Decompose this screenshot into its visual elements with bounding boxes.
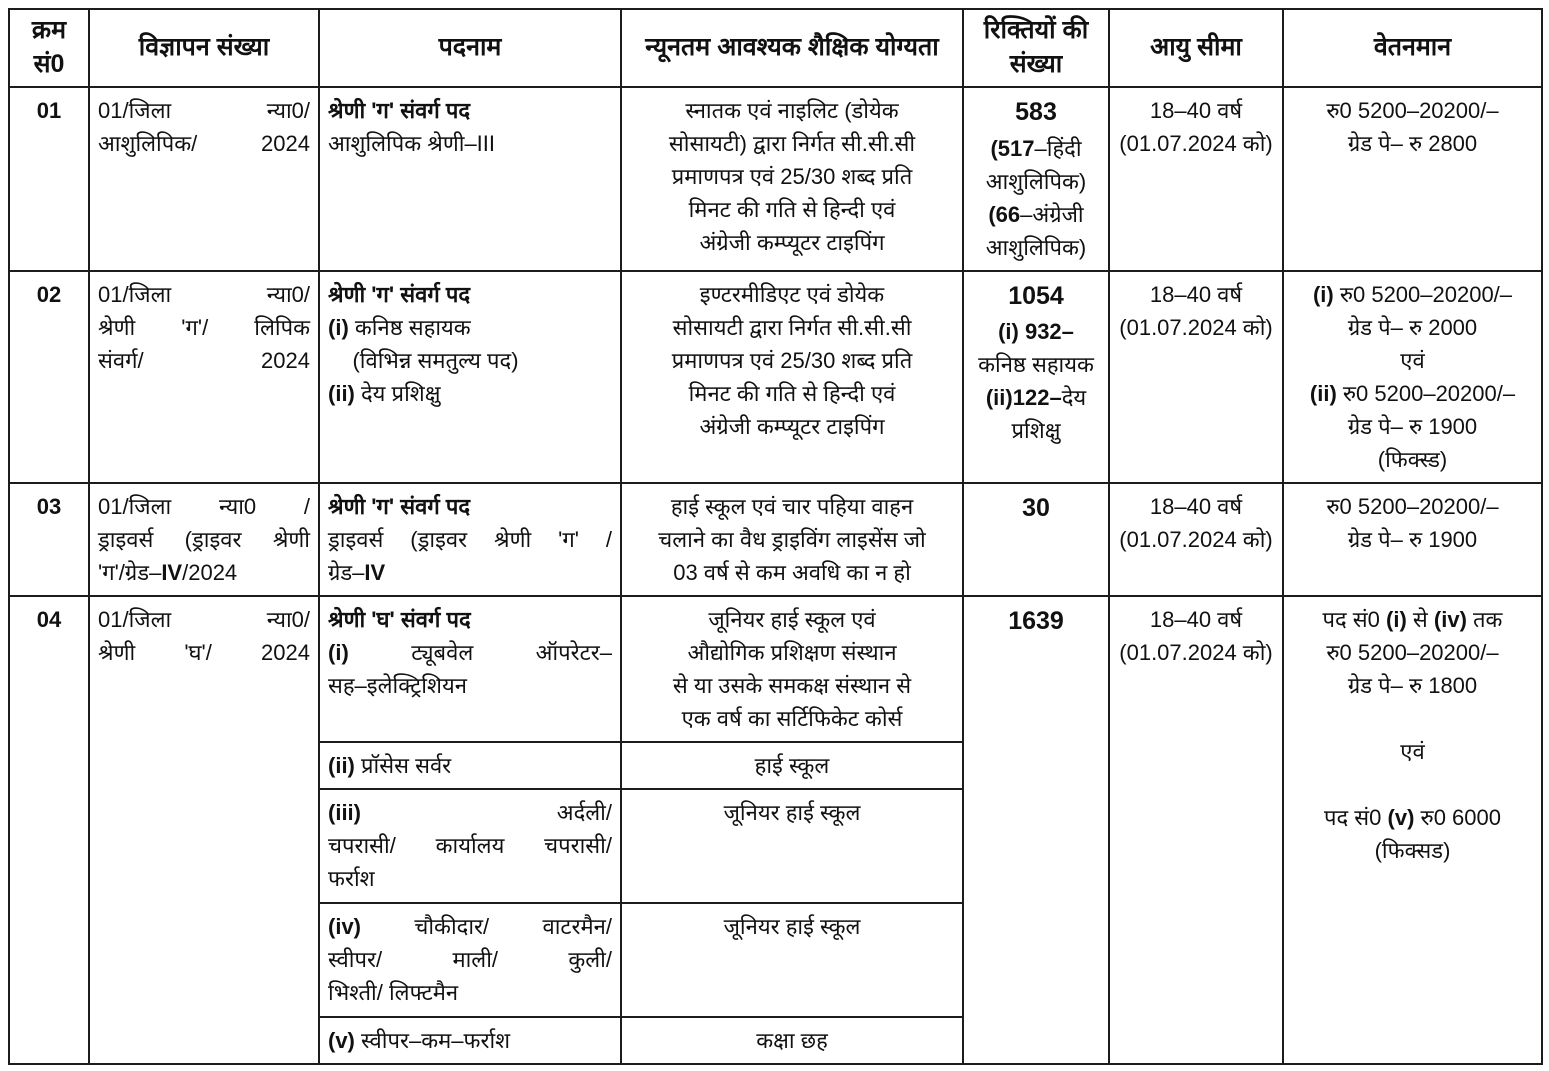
header-vacancies: रिक्तियों की संख्या	[963, 9, 1109, 87]
cell-post-4-ii: (ii) प्रॉसेस सर्वर	[319, 742, 621, 789]
header-row	[9, 9, 1542, 87]
table-row-4-sub-i	[9, 596, 1542, 742]
cell-advert-1: 01/जिला न्या0/ आशुलिपिक/ 2024	[89, 87, 319, 271]
recruitment-table	[8, 8, 1543, 1065]
cell-serial-2: 02	[9, 271, 89, 483]
cell-vacancies-1: 583 (517–हिंदी आशुलिपिक) (66–अंग्रेजी आशुलिपिक)	[963, 87, 1109, 271]
cell-post-4-iii: (iii) अर्दली/ चपरासी/ कार्यालय चपरासी/ फर्राश	[319, 789, 621, 903]
cell-qualification-4-i: जूनियर हाई स्कूल एवं औद्योगिक प्रशिक्षण संस्थान से या उसके समकक्ष संस्थान से एक वर्ष का सर्टिफिकेट कोर्स	[621, 596, 963, 742]
cell-age-2: 18–40 वर्ष (01.07.2024 को)	[1109, 271, 1283, 483]
cell-qualification-4-v: कक्षा छह	[621, 1017, 963, 1064]
cell-advert-4: 01/जिला न्या0/ श्रेणी 'घ'/ 2024	[89, 596, 319, 1064]
cell-serial-3: 03	[9, 483, 89, 596]
cell-qualification-1: स्नातक एवं नाइलिट (डोयेक सोसायटी) द्वारा निर्गत सी.सी.सी प्रमाणपत्र एवं 25/30 शब्द प्रति मिनट की गति से हिन्दी एवं अंग्रेजी कम्प्यूटर टाइपिंग	[621, 87, 963, 271]
header-post-name: पदनाम	[319, 9, 621, 87]
cell-serial-1: 01	[9, 87, 89, 271]
header-serial: क्रम सं0	[9, 9, 89, 87]
cell-qualification-4-iii: जूनियर हाई स्कूल	[621, 789, 963, 903]
cell-qualification-4-ii: हाई स्कूल	[621, 742, 963, 789]
cell-advert-3: 01/जिला न्या0 / ड्राइवर्स (ड्राइवर श्रेणी 'ग'/ग्रेड–IV/2024	[89, 483, 319, 596]
table-row-3	[9, 483, 1542, 596]
cell-qualification-2: इण्टरमीडिएट एवं डोयेक सोसायटी द्वारा निर्गत सी.सी.सी प्रमाणपत्र एवं 25/30 शब्द प्रति मिनट की गति से हिन्दी एवं अंग्रेजी कम्प्यूटर टाइपिंग	[621, 271, 963, 483]
cell-serial-4: 04	[9, 596, 89, 1064]
cell-post-4-i: श्रेणी 'घ' संवर्ग पद (i) ट्यूबवेल ऑपरेटर– सह–इलेक्ट्रिशियन	[319, 596, 621, 742]
header-pay-scale: वेतनमान	[1283, 9, 1542, 87]
cell-age-1: 18–40 वर्ष (01.07.2024 को)	[1109, 87, 1283, 271]
table-row-1	[9, 87, 1542, 271]
cell-advert-2: 01/जिला न्या0/ श्रेणी 'ग'/ लिपिक संवर्ग/ 2024	[89, 271, 319, 483]
header-advert-number: विज्ञापन संख्या	[89, 9, 319, 87]
table-row-2	[9, 271, 1542, 483]
cell-pay-4: पद सं0 (i) से (iv) तक रु0 5200–20200/– ग्रेड पे– रु 1800 एवं पद सं0 (v) रु0 6000 (फिक्सड)	[1283, 596, 1542, 1064]
cell-pay-3: रु0 5200–20200/– ग्रेड पे– रु 1900	[1283, 483, 1542, 596]
cell-age-3: 18–40 वर्ष (01.07.2024 को)	[1109, 483, 1283, 596]
cell-vacancies-4: 1639	[963, 596, 1109, 1064]
cell-post-1: श्रेणी 'ग' संवर्ग पद आशुलिपिक श्रेणी–III	[319, 87, 621, 271]
cell-pay-1: रु0 5200–20200/– ग्रेड पे– रु 2800	[1283, 87, 1542, 271]
cell-vacancies-3: 30	[963, 483, 1109, 596]
header-age-limit: आयु सीमा	[1109, 9, 1283, 87]
header-qualification: न्यूनतम आवश्यक शैक्षिक योग्यता	[621, 9, 963, 87]
cell-post-2: श्रेणी 'ग' संवर्ग पद (i) कनिष्ठ सहायक (विभिन्न समतुल्य पद) (ii) देय प्रशिक्षु	[319, 271, 621, 483]
cell-qualification-4-iv: जूनियर हाई स्कूल	[621, 903, 963, 1017]
cell-pay-2: (i) रु0 5200–20200/– ग्रेड पे– रु 2000 एवं (ii) रु0 5200–20200/– ग्रेड पे– रु 1900 (फिक्स्ड)	[1283, 271, 1542, 483]
cell-vacancies-2: 1054 (i) 932– कनिष्ठ सहायक (ii)122–देय प्रशिक्षु	[963, 271, 1109, 483]
cell-age-4: 18–40 वर्ष (01.07.2024 को)	[1109, 596, 1283, 1064]
cell-post-4-v: (v) स्वीपर–कम–फर्राश	[319, 1017, 621, 1064]
cell-post-4-iv: (iv) चौकीदार/ वाटरमैन/ स्वीपर/ माली/ कुली/ भिश्ती/ लिफ्टमैन	[319, 903, 621, 1017]
cell-post-3: श्रेणी 'ग' संवर्ग पद ड्राइवर्स (ड्राइवर श्रेणी 'ग' / ग्रेड–IV	[319, 483, 621, 596]
cell-qualification-3: हाई स्कूल एवं चार पहिया वाहन चलाने का वैध ड्राइविंग लाइसेंस जो 03 वर्ष से कम अवधि का न हो	[621, 483, 963, 596]
